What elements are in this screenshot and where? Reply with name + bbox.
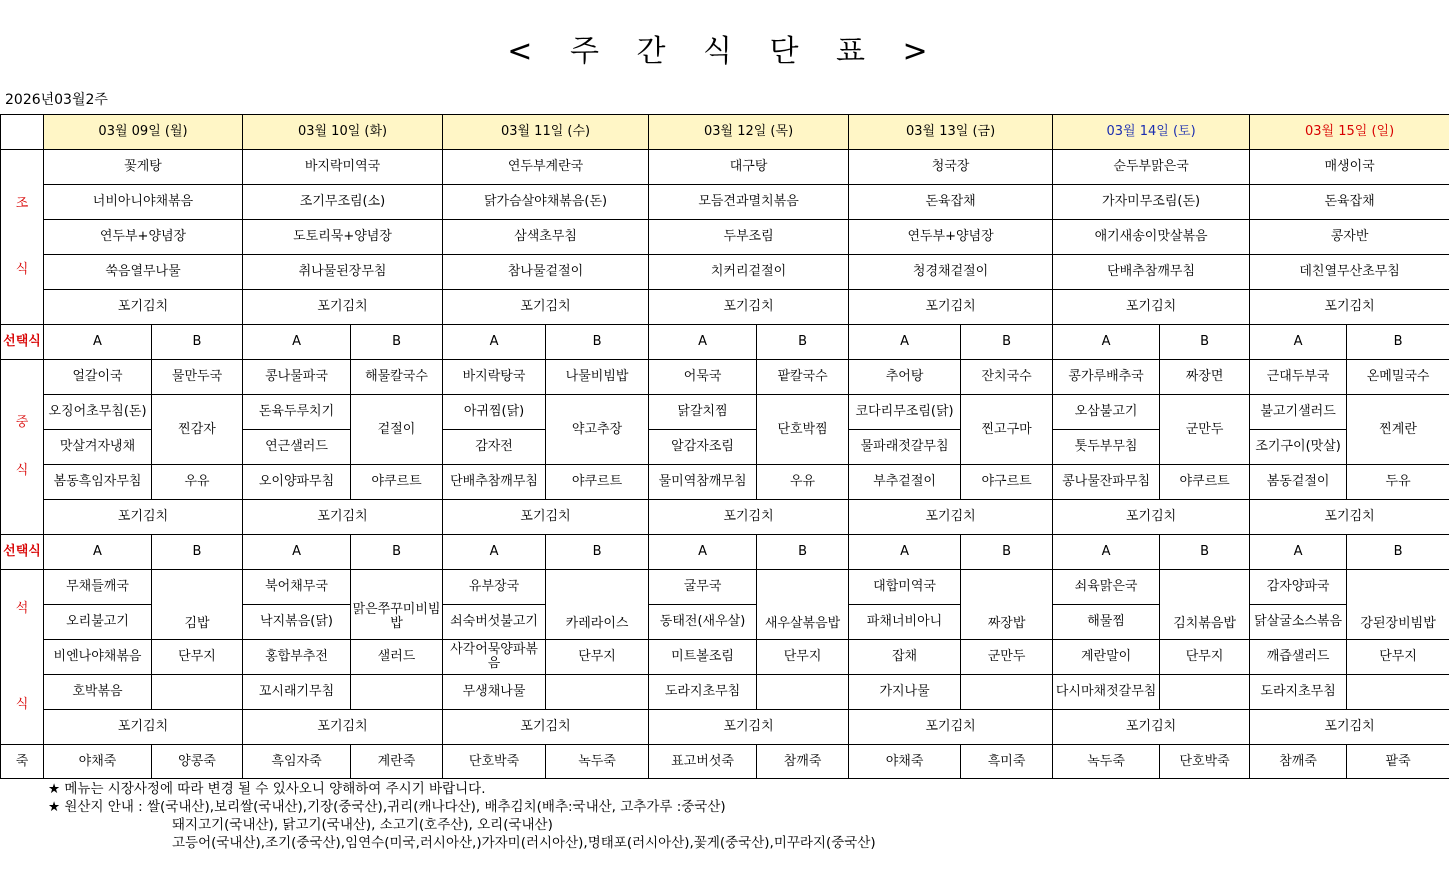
choice-label: 선택식 <box>1 535 44 570</box>
dinner-a-item: 호박볶음 <box>44 675 152 710</box>
dinner-b-item: 김밥 <box>152 570 243 640</box>
dinner-a-item: 동태전(새우살) <box>649 605 757 640</box>
juk-item: 표고버섯죽 <box>649 745 757 779</box>
choice-a: A <box>1053 325 1160 360</box>
table-row <box>1 360 1449 395</box>
breakfast-item: 닭가슴살야채볶음(돈) <box>443 185 649 220</box>
lunch-b-item: 짜장면 <box>1160 360 1250 395</box>
meal-label-char: 석 <box>15 601 29 616</box>
choice-b: B <box>546 325 649 360</box>
dinner-b-item: 카레라이스 <box>546 570 649 640</box>
lunch-kimchi: 포기김치 <box>1053 500 1250 535</box>
lunch-b-item: 해물칼국수 <box>351 360 443 395</box>
table-row <box>1 325 1449 360</box>
choice-a: A <box>649 535 757 570</box>
choice-b: B <box>152 325 243 360</box>
juk-item: 계란죽 <box>351 745 443 779</box>
dinner-b-item: 단무지 <box>1347 640 1449 675</box>
choice-a: A <box>849 325 961 360</box>
juk-item: 야채죽 <box>44 745 152 779</box>
lunch-kimchi: 포기김치 <box>443 500 649 535</box>
dinner-b-empty <box>152 675 243 710</box>
dinner-a-item: 낙지볶음(닭) <box>243 605 351 640</box>
choice-b: B <box>1347 325 1449 360</box>
choice-a: A <box>243 325 351 360</box>
dinner-a-item: 꼬시래기무침 <box>243 675 351 710</box>
lunch-a-item: 연근샐러드 <box>243 430 351 465</box>
choice-a: A <box>849 535 961 570</box>
breakfast-item: 청경채겉절이 <box>849 255 1053 290</box>
lunch-b-item: 찐고구마 <box>961 395 1053 465</box>
breakfast-item: 연두부계란국 <box>443 150 649 185</box>
day-header: 03월 09일 (월) <box>44 115 243 150</box>
breakfast-item: 대구탕 <box>649 150 849 185</box>
breakfast-item: 포기김치 <box>849 290 1053 325</box>
juk-item: 녹두죽 <box>546 745 649 779</box>
dinner-b-item: 맑은쭈꾸미비빔밥 <box>351 570 443 640</box>
dinner-b-item: 강된장비빔밥 <box>1347 570 1449 640</box>
dinner-b-empty <box>546 675 649 710</box>
table-row <box>1 185 1449 220</box>
juk-item: 참깨죽 <box>757 745 849 779</box>
day-header: 03월 11일 (수) <box>443 115 649 150</box>
meal-label-char: 식 <box>15 697 29 712</box>
lunch-a-item: 물파래젓갈무침 <box>849 430 961 465</box>
lunch-b-item: 팥칼국수 <box>757 360 849 395</box>
juk-item: 단호박죽 <box>443 745 546 779</box>
dinner-b-item: 샐러드 <box>351 640 443 675</box>
dinner-kimchi: 포기김치 <box>1250 710 1449 745</box>
lunch-kimchi: 포기김치 <box>849 500 1053 535</box>
table-row <box>1 640 1449 675</box>
lunch-b-item: 우유 <box>152 465 243 500</box>
breakfast-item: 포기김치 <box>243 290 443 325</box>
breakfast-item: 바지락미역국 <box>243 150 443 185</box>
dinner-kimchi: 포기김치 <box>649 710 849 745</box>
day-header: 03월 12일 (목) <box>649 115 849 150</box>
note-origin: ★ 원산지 안내 : 쌀(국내산),보리쌀(국내산),기장(중국산),귀리(캐나다산), 배추김치(배추:국내산, 고추가루 :중국산) <box>48 799 726 815</box>
choice-a: A <box>44 325 152 360</box>
choice-b: B <box>961 325 1053 360</box>
dinner-b-item: 단무지 <box>152 640 243 675</box>
dinner-b-empty <box>961 675 1053 710</box>
lunch-a-item: 톳두부무침 <box>1053 430 1160 465</box>
dinner-kimchi: 포기김치 <box>1053 710 1250 745</box>
table-row <box>1 745 1449 779</box>
dinner-kimchi: 포기김치 <box>443 710 649 745</box>
dinner-b-item: 단무지 <box>546 640 649 675</box>
breakfast-item: 모듬견과멸치볶음 <box>649 185 849 220</box>
lunch-a-item: 알감자조림 <box>649 430 757 465</box>
breakfast-item: 돈육잡채 <box>1250 185 1449 220</box>
juk-item: 녹두죽 <box>1053 745 1160 779</box>
breakfast-item: 삼색초무침 <box>443 220 649 255</box>
table-row <box>1 115 1449 150</box>
breakfast-item: 연두부+양념장 <box>44 220 243 255</box>
breakfast-item: 단배추참깨무침 <box>1053 255 1250 290</box>
breakfast-item: 포기김치 <box>649 290 849 325</box>
choice-b: B <box>152 535 243 570</box>
lunch-a-item: 콩나물잔파무침 <box>1053 465 1160 500</box>
week-label: 2026년03월2주 <box>5 92 108 108</box>
breakfast-item: 포기김치 <box>1250 290 1449 325</box>
dinner-b-item: 군만두 <box>961 640 1053 675</box>
day-header: 03월 14일 (토) <box>1053 115 1250 150</box>
lunch-b-item: 단호박찜 <box>757 395 849 465</box>
table-row <box>1 500 1449 535</box>
breakfast-item: 꽃게탕 <box>44 150 243 185</box>
dinner-a-item: 오리불고기 <box>44 605 152 640</box>
lunch-kimchi: 포기김치 <box>1250 500 1449 535</box>
meal-label-char: 식 <box>15 463 29 478</box>
lunch-kimchi: 포기김치 <box>44 500 243 535</box>
breakfast-item: 포기김치 <box>1053 290 1250 325</box>
dinner-a-item: 미트볼조림 <box>649 640 757 675</box>
lunch-a-item: 돈육두루치기 <box>243 395 351 430</box>
choice-a: A <box>243 535 351 570</box>
table-row <box>1 710 1449 745</box>
breakfast-item: 순두부맑은국 <box>1053 150 1250 185</box>
juk-item: 팥죽 <box>1347 745 1449 779</box>
dinner-kimchi: 포기김치 <box>44 710 243 745</box>
dinner-b-item: 짜장밥 <box>961 570 1053 640</box>
dinner-b-empty <box>351 675 443 710</box>
choice-b: B <box>1160 325 1250 360</box>
lunch-b-item: 잔치국수 <box>961 360 1053 395</box>
lunch-b-item: 찐계란 <box>1347 395 1449 465</box>
lunch-a-item: 어묵국 <box>649 360 757 395</box>
lunch-b-item: 약고추장 <box>546 395 649 465</box>
dinner-a-item: 북어채무국 <box>243 570 351 605</box>
breakfast-item: 데친열무산초무침 <box>1250 255 1449 290</box>
choice-a: A <box>443 325 546 360</box>
lunch-a-item: 감자전 <box>443 430 546 465</box>
lunch-a-item: 오삼불고기 <box>1053 395 1160 430</box>
notes <box>48 780 876 852</box>
lunch-b-item: 두유 <box>1347 465 1449 500</box>
choice-b: B <box>1160 535 1250 570</box>
dinner-kimchi: 포기김치 <box>849 710 1053 745</box>
lunch-b-item: 온메밀국수 <box>1347 360 1449 395</box>
page-title: < 주 간 식 단 표 > <box>507 34 942 69</box>
juk-item: 참깨죽 <box>1250 745 1347 779</box>
dinner-b-item: 단무지 <box>1160 640 1250 675</box>
dinner-b-empty <box>1160 675 1250 710</box>
dinner-a-item: 가지나물 <box>849 675 961 710</box>
lunch-kimchi: 포기김치 <box>243 500 443 535</box>
breakfast-item: 너비아니야채볶음 <box>44 185 243 220</box>
lunch-b-item: 찐감자 <box>152 395 243 465</box>
lunch-a-item: 조기구이(맛살) <box>1250 430 1347 465</box>
breakfast-item: 참나물겉절이 <box>443 255 649 290</box>
dinner-a-item: 비엔나야채볶음 <box>44 640 152 675</box>
choice-b: B <box>961 535 1053 570</box>
table-row <box>1 535 1449 570</box>
breakfast-item: 가자미무조림(돈) <box>1053 185 1250 220</box>
lunch-kimchi: 포기김치 <box>649 500 849 535</box>
choice-a: A <box>1053 535 1160 570</box>
breakfast-item: 두부조림 <box>649 220 849 255</box>
dinner-a-item: 홍합부추전 <box>243 640 351 675</box>
dinner-b-item: 새우살볶음밥 <box>757 570 849 640</box>
dinner-kimchi: 포기김치 <box>243 710 443 745</box>
lunch-b-item: 야쿠르트 <box>1160 465 1250 500</box>
juk-item: 야채죽 <box>849 745 961 779</box>
juk-item: 단호박죽 <box>1160 745 1250 779</box>
dinner-a-item: 무채들깨국 <box>44 570 152 605</box>
lunch-b-item: 군만두 <box>1160 395 1250 465</box>
lunch-a-item: 봄동겉절이 <box>1250 465 1347 500</box>
juk-item: 흑임자죽 <box>243 745 351 779</box>
juk-item: 흑미죽 <box>961 745 1053 779</box>
table-row <box>1 150 1449 185</box>
breakfast-item: 청국장 <box>849 150 1053 185</box>
choice-b: B <box>757 535 849 570</box>
note-origin-fish: 고등어(국내산),조기(중국산),임연수(미국,러시아산,)가자미(러시아산),명태포(러시아산),꽃게(중국산),미꾸라지(중국산) <box>172 835 876 851</box>
choice-a: A <box>1250 325 1347 360</box>
lunch-a-item: 오이양파무침 <box>243 465 351 500</box>
lunch-a-item: 얼갈이국 <box>44 360 152 395</box>
breakfast-item: 조기무조림(소) <box>243 185 443 220</box>
meal-label-char: 중 <box>15 415 29 430</box>
lunch-b-item: 우유 <box>757 465 849 500</box>
dinner-a-item: 닭살굴소스볶음 <box>1250 605 1347 640</box>
choice-label: 선택식 <box>1 325 44 360</box>
table-row <box>1 290 1449 325</box>
weekly-menu-table <box>0 114 1449 779</box>
dinner-a-item: 계란말이 <box>1053 640 1160 675</box>
choice-b: B <box>351 325 443 360</box>
dinner-a-item: 대합미역국 <box>849 570 961 605</box>
lunch-b-item: 야쿠르트 <box>351 465 443 500</box>
table-row <box>1 255 1449 290</box>
dinner-a-item: 깨즙샐러드 <box>1250 640 1347 675</box>
lunch-a-item: 콩나물파국 <box>243 360 351 395</box>
choice-b: B <box>351 535 443 570</box>
day-header: 03월 15일 (일) <box>1250 115 1449 150</box>
breakfast-item: 연두부+양념장 <box>849 220 1053 255</box>
breakfast-item: 쑥음열무나물 <box>44 255 243 290</box>
dinner-a-item: 무생채나물 <box>443 675 546 710</box>
lunch-a-item: 바지락탕국 <box>443 360 546 395</box>
lunch-a-item: 추어탕 <box>849 360 961 395</box>
lunch-a-item: 물미역참깨무침 <box>649 465 757 500</box>
dinner-a-item: 유부장국 <box>443 570 546 605</box>
meal-label-dinner <box>1 570 44 745</box>
table-row <box>1 465 1449 500</box>
dinner-a-item: 사각어묵양파볶음 <box>443 640 546 675</box>
lunch-a-item: 단배추참깨무침 <box>443 465 546 500</box>
lunch-a-item: 코다리무조림(닭) <box>849 395 961 430</box>
dinner-a-item: 쇠육맑은국 <box>1053 570 1160 605</box>
meal-label-char: 식 <box>15 262 29 277</box>
corner-cell <box>1 115 44 150</box>
lunch-b-item: 물만두국 <box>152 360 243 395</box>
lunch-a-item: 닭갈치찜 <box>649 395 757 430</box>
lunch-a-item: 아귀찜(닭) <box>443 395 546 430</box>
breakfast-item: 치커리겉절이 <box>649 255 849 290</box>
choice-a: A <box>649 325 757 360</box>
lunch-b-item: 나물비빔밥 <box>546 360 649 395</box>
day-header: 03월 13일 (금) <box>849 115 1053 150</box>
breakfast-item: 애기새송이맛살볶음 <box>1053 220 1250 255</box>
choice-a: A <box>1250 535 1347 570</box>
dinner-b-item: 김치볶음밥 <box>1160 570 1250 640</box>
breakfast-item: 도토리묵+양념장 <box>243 220 443 255</box>
note-origin-meat: 돼지고기(국내산), 닭고기(국내산), 소고기(호주산), 오리(국내산) <box>172 817 553 833</box>
dinner-a-item: 도라지초무침 <box>649 675 757 710</box>
juk-label: 죽 <box>1 745 44 779</box>
lunch-b-item: 야쿠르트 <box>546 465 649 500</box>
dinner-a-item: 감자양파국 <box>1250 570 1347 605</box>
lunch-b-item: 겉절이 <box>351 395 443 465</box>
lunch-a-item: 맛살겨자냉채 <box>44 430 152 465</box>
note-menu-change: ★ 메뉴는 시장사정에 따라 변경 될 수 있사오니 양해하여 주시기 바랍니다. <box>48 781 486 797</box>
choice-a: A <box>44 535 152 570</box>
lunch-a-item: 부추겉절이 <box>849 465 961 500</box>
meal-label-char: 조 <box>15 196 29 211</box>
dinner-b-empty <box>757 675 849 710</box>
choice-b: B <box>546 535 649 570</box>
dinner-a-item: 잡채 <box>849 640 961 675</box>
dinner-b-item: 단무지 <box>757 640 849 675</box>
dinner-b-empty <box>1347 675 1449 710</box>
meal-label-breakfast <box>1 150 44 325</box>
dinner-a-item: 다시마채젓갈무침 <box>1053 675 1160 710</box>
dinner-a-item: 쇠숙버섯불고기 <box>443 605 546 640</box>
lunch-b-item: 야구르트 <box>961 465 1053 500</box>
choice-b: B <box>1347 535 1449 570</box>
breakfast-item: 매생이국 <box>1250 150 1449 185</box>
lunch-a-item: 봄동흑임자무침 <box>44 465 152 500</box>
dinner-a-item: 해물찜 <box>1053 605 1160 640</box>
table-row <box>1 570 1449 605</box>
lunch-a-item: 불고기샐러드 <box>1250 395 1347 430</box>
dinner-a-item: 도라지초무침 <box>1250 675 1347 710</box>
table-row <box>1 675 1449 710</box>
lunch-a-item: 오징어초무침(돈) <box>44 395 152 430</box>
juk-item: 양콩죽 <box>152 745 243 779</box>
lunch-a-item: 콩가루배추국 <box>1053 360 1160 395</box>
choice-a: A <box>443 535 546 570</box>
choice-b: B <box>757 325 849 360</box>
breakfast-item: 포기김치 <box>44 290 243 325</box>
breakfast-item: 포기김치 <box>443 290 649 325</box>
breakfast-item: 취나물된장무침 <box>243 255 443 290</box>
table-row <box>1 395 1449 430</box>
day-header: 03월 10일 (화) <box>243 115 443 150</box>
table-row <box>1 220 1449 255</box>
lunch-a-item: 근대두부국 <box>1250 360 1347 395</box>
breakfast-item: 돈육잡채 <box>849 185 1053 220</box>
dinner-a-item: 굴무국 <box>649 570 757 605</box>
breakfast-item: 콩자반 <box>1250 220 1449 255</box>
dinner-a-item: 파채너비아니 <box>849 605 961 640</box>
meal-label-lunch <box>1 360 44 535</box>
